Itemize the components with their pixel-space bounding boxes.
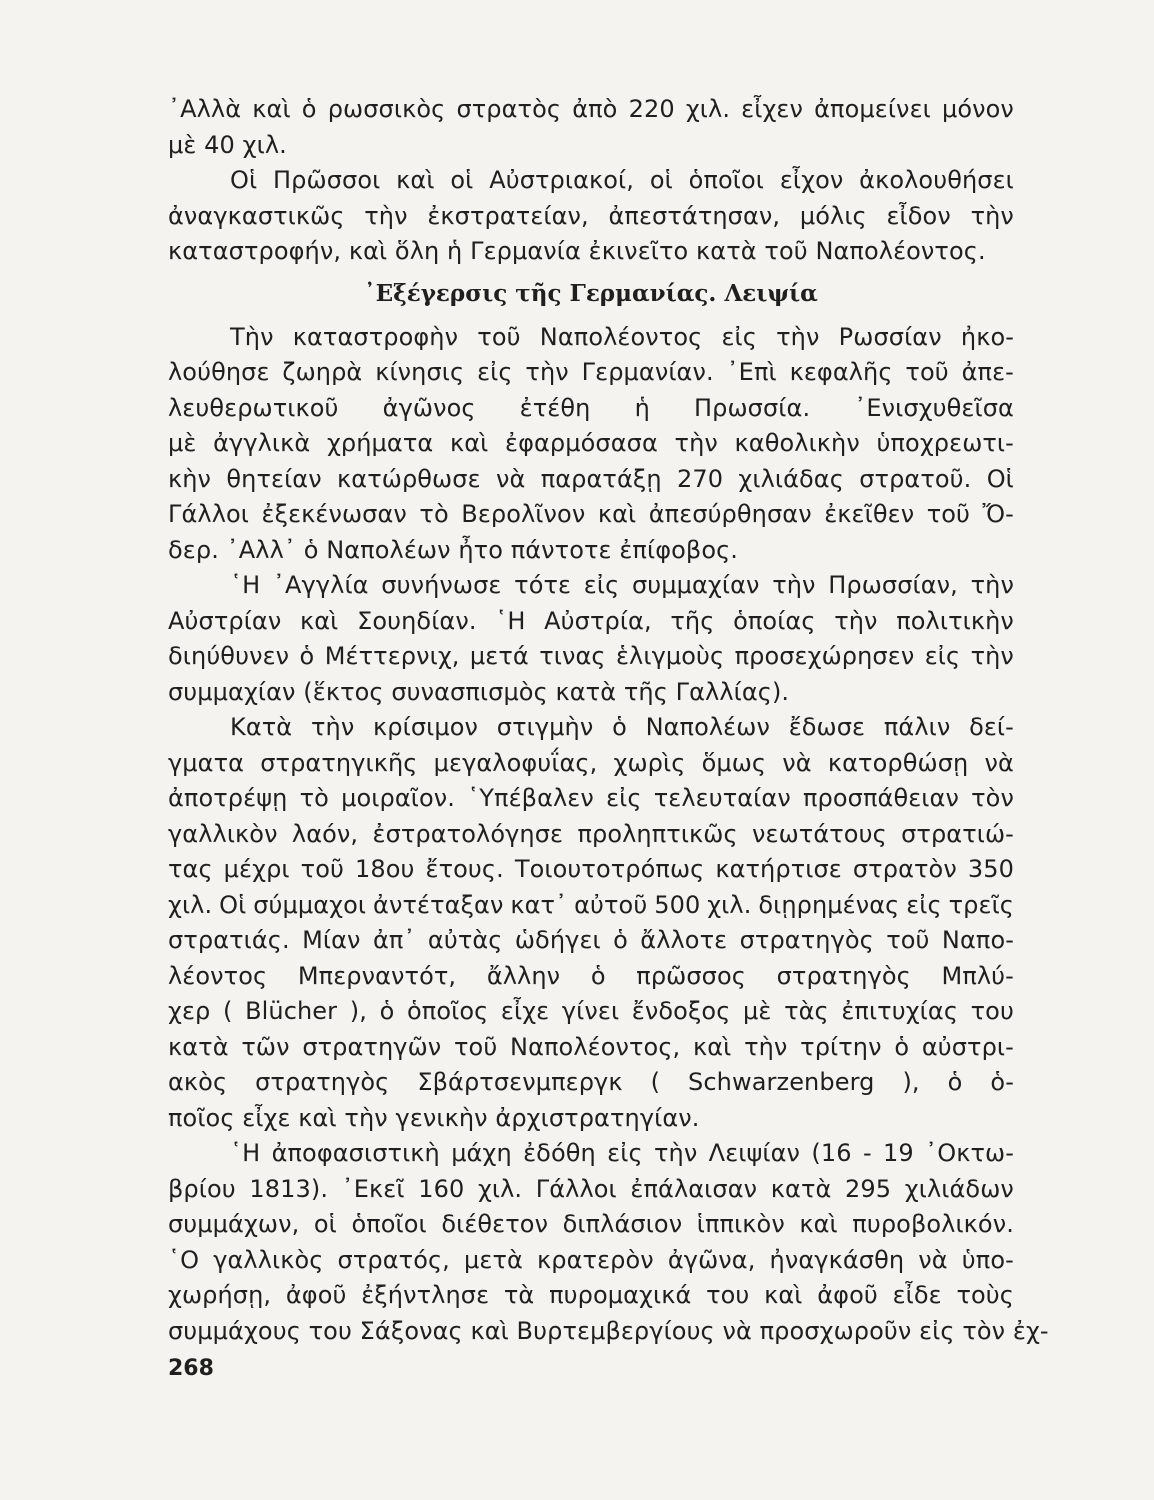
text-line: καταστροφήν, καὶ ὅλη ἡ Γερμανία ἐκινεῖτο κατὰ τοῦ Ναπολέοντος. bbox=[168, 237, 986, 265]
word: Αὐστρίαν bbox=[168, 606, 282, 635]
word: Πρωσσία. bbox=[694, 393, 811, 422]
text-after-heading bbox=[168, 320, 1049, 1350]
word: ὡδήγει bbox=[514, 926, 601, 954]
word: πυροβολικόν. bbox=[852, 1210, 1014, 1238]
word: νεωτάτους bbox=[752, 819, 887, 848]
text-line bbox=[168, 888, 1014, 924]
word: Γερμανίαν. bbox=[581, 358, 714, 386]
word: κατὰ bbox=[770, 1174, 832, 1203]
word: ἔτους. bbox=[425, 855, 504, 883]
word: τὴν bbox=[970, 571, 1014, 599]
word: εἰς bbox=[721, 322, 757, 351]
word: στρατηγὸς bbox=[776, 961, 911, 990]
text-line bbox=[168, 163, 1014, 199]
word: μόνον bbox=[941, 95, 1014, 123]
word: τὸν bbox=[971, 784, 1014, 812]
text-line bbox=[168, 1243, 1014, 1279]
word: Λειψίαν bbox=[708, 1139, 801, 1167]
word: χιλ. bbox=[168, 890, 213, 919]
word: συνήνωσε bbox=[381, 571, 502, 599]
word: ἐκεῖθεν bbox=[824, 500, 915, 528]
word: στρατὸς bbox=[456, 95, 562, 123]
word: ᾿Αγγλία bbox=[272, 571, 369, 599]
text-line bbox=[168, 1030, 1014, 1066]
word: Ναπολέων bbox=[645, 713, 770, 741]
text-line bbox=[168, 1136, 1014, 1172]
word: μοιραῖον. bbox=[341, 784, 456, 812]
word: καὶ bbox=[449, 429, 489, 457]
word: συμμαχίαν bbox=[631, 571, 760, 599]
word: κατήρτισε bbox=[715, 855, 842, 883]
word: γαλλικὸς bbox=[213, 1245, 324, 1274]
word: ( bbox=[222, 997, 233, 1025]
word: ἀποτρέψῃ bbox=[168, 784, 288, 812]
word: τὴν bbox=[674, 429, 718, 457]
word: ἀπεσύρθησαν bbox=[648, 500, 812, 528]
word: ᾿Επὶ bbox=[726, 358, 777, 386]
text-line: συμμάχους του Σάξονας καὶ Βυρτεμβεργίους νὰ προσχωροῦν εἰς τὸν ἐχ- bbox=[168, 1316, 1049, 1345]
word: 1813). bbox=[249, 1174, 329, 1203]
word: ἡ bbox=[634, 393, 650, 422]
word: τρεῖς bbox=[948, 890, 1014, 919]
word: προληπτικῶς bbox=[577, 819, 738, 848]
word: λούθησε bbox=[168, 358, 270, 386]
word: τοῦ bbox=[926, 500, 971, 528]
paragraph bbox=[168, 1136, 1049, 1349]
word: ἀποφασιστικὴ bbox=[271, 1139, 440, 1167]
text-line bbox=[168, 781, 1014, 817]
word: ακὸς bbox=[168, 1068, 228, 1096]
word: ἀπεστάτησαν, bbox=[608, 201, 781, 230]
word: πολιτικὴν bbox=[896, 606, 1014, 635]
word: εἶδον bbox=[886, 201, 951, 230]
word: τὴν bbox=[970, 642, 1014, 670]
word: Τοιουτοτρόπως bbox=[514, 855, 705, 883]
word: τότε bbox=[514, 571, 572, 599]
word: ὁποίας bbox=[733, 606, 816, 635]
word: Αὐστριακοί, bbox=[489, 166, 635, 194]
word: Ναπο- bbox=[941, 926, 1014, 954]
word: ὁ bbox=[612, 713, 627, 741]
word: 270 bbox=[676, 464, 724, 493]
word: 295 bbox=[845, 1174, 892, 1203]
text-line: μὲ 40 χιλ. bbox=[168, 130, 287, 159]
word: τὰς bbox=[784, 997, 829, 1025]
word: μετά bbox=[469, 642, 529, 670]
word: ἀπ᾿ bbox=[372, 926, 416, 954]
word: ἀφοῦ bbox=[817, 1281, 878, 1309]
word: Ναπολέοντος, bbox=[510, 1032, 681, 1061]
word: εἰς bbox=[606, 784, 642, 812]
word: καὶ bbox=[692, 1032, 732, 1061]
word: διέθετον bbox=[441, 1210, 549, 1238]
word: μετὰ bbox=[464, 1245, 523, 1274]
word: τρίτην bbox=[800, 1032, 882, 1061]
word: ἠναγκάσθη bbox=[769, 1245, 905, 1274]
word: οἱ bbox=[313, 1210, 337, 1238]
word: τοῦ bbox=[454, 1032, 498, 1061]
word: ἄλλην bbox=[486, 961, 561, 990]
paragraph bbox=[168, 92, 1014, 163]
word: στρατιάς. bbox=[168, 926, 290, 954]
text-line bbox=[168, 199, 1014, 235]
word: προσπάθειαν bbox=[803, 784, 959, 812]
word: Πρῶσσοι bbox=[273, 166, 381, 194]
paragraph bbox=[168, 163, 1014, 270]
text-line bbox=[168, 391, 1014, 427]
word: ῾Η bbox=[230, 571, 261, 599]
word: εἰς bbox=[924, 642, 961, 670]
word: τὸ bbox=[299, 784, 329, 812]
word: ἀντέταξαν bbox=[373, 890, 504, 919]
text-line bbox=[168, 817, 1014, 853]
text-line bbox=[168, 355, 1014, 391]
text-line bbox=[168, 568, 1014, 604]
word: νὰ bbox=[782, 748, 812, 777]
word: ἐξεκένωσαν bbox=[261, 500, 407, 528]
word: Κατὰ bbox=[230, 713, 293, 741]
word: ), bbox=[349, 997, 367, 1025]
word: Σβάρτσενμπεργκ bbox=[417, 1068, 623, 1096]
word: μεγαλοφυΐας, bbox=[433, 748, 598, 777]
word: ῾Η bbox=[495, 606, 526, 635]
text-block bbox=[168, 92, 1049, 1349]
word: ἔνδοξος bbox=[631, 997, 731, 1025]
word: τοῦ bbox=[477, 322, 521, 351]
word: ὁποῖοι bbox=[351, 1210, 427, 1238]
word: κατορθώσῃ bbox=[827, 748, 969, 777]
word: πρῶσσος bbox=[636, 961, 746, 990]
paragraph bbox=[168, 320, 1014, 569]
text-line bbox=[168, 426, 1014, 462]
word: τὴν bbox=[776, 322, 820, 351]
word: προσεχώρησεν bbox=[734, 642, 915, 670]
word: χρήματα bbox=[326, 429, 434, 457]
word: εἶχον bbox=[779, 166, 844, 194]
word: ῾Ο bbox=[168, 1245, 200, 1274]
word: ὁ bbox=[590, 961, 606, 990]
word: τῆς bbox=[670, 606, 715, 635]
word: Ρωσσίαν bbox=[838, 322, 942, 351]
word: καὶ bbox=[252, 95, 291, 123]
word: ἐτέθη bbox=[519, 393, 591, 422]
word: κρίσιμον bbox=[373, 713, 479, 741]
word: διῃρημένας bbox=[758, 890, 900, 919]
word: 500 bbox=[654, 890, 701, 919]
word: καὶ bbox=[396, 166, 435, 194]
word: τοῦ bbox=[886, 926, 930, 954]
text-line bbox=[168, 923, 1014, 959]
word: χιλιάδων bbox=[904, 1174, 1014, 1203]
word: πυρομαχικά bbox=[549, 1281, 692, 1309]
word: τῶν bbox=[241, 1032, 290, 1061]
word: στρατηγικῆς bbox=[260, 748, 418, 777]
word: σύμμαχοι bbox=[253, 890, 367, 919]
word: νὰ bbox=[495, 464, 526, 493]
word: του bbox=[970, 997, 1014, 1025]
word: Οἱ bbox=[219, 890, 247, 919]
word: ἐφαρμόσασα bbox=[505, 429, 658, 457]
word: Τὴν bbox=[230, 322, 274, 351]
word: εἰς bbox=[477, 358, 513, 386]
word: τας bbox=[168, 855, 213, 883]
page-number: 268 bbox=[168, 1356, 214, 1381]
word: τὸ bbox=[419, 500, 449, 528]
word: ᾿Εκεῖ bbox=[341, 1174, 405, 1203]
word: καὶ bbox=[300, 606, 339, 635]
word: τινας bbox=[539, 642, 606, 670]
word: γαλλικὸν bbox=[168, 819, 278, 848]
word: καθολικὴν bbox=[734, 429, 860, 457]
word: πάλιν bbox=[883, 713, 951, 741]
word: συμμάχων, bbox=[168, 1210, 300, 1238]
word: οἱ bbox=[450, 166, 474, 194]
word: Ὄ- bbox=[982, 500, 1014, 528]
word: καὶ bbox=[764, 1281, 803, 1309]
text-line bbox=[168, 639, 1014, 675]
word: ὁ bbox=[299, 642, 315, 670]
word: θητείαν bbox=[226, 464, 322, 493]
word: ἀπὸ bbox=[572, 95, 618, 123]
word: τελευταίαν bbox=[653, 784, 791, 812]
word: γίνει bbox=[561, 997, 620, 1025]
word: Οἱ bbox=[230, 166, 258, 194]
word: ἐπιτυχίας bbox=[841, 997, 959, 1025]
word: μάχη bbox=[451, 1139, 512, 1167]
word: Blücher bbox=[245, 997, 338, 1025]
text-line bbox=[168, 320, 1014, 356]
text-line bbox=[168, 852, 1014, 888]
word: χερ bbox=[168, 997, 211, 1025]
word: τὴν bbox=[310, 713, 355, 741]
word: Βερολῖνον bbox=[461, 500, 586, 528]
word: τοὺς bbox=[956, 1281, 1014, 1309]
word: ὑποχρεωτι- bbox=[876, 429, 1014, 457]
word: ἀγγλικὰ bbox=[213, 429, 311, 457]
word: 350 bbox=[967, 855, 1014, 883]
word: εἰς bbox=[583, 571, 620, 599]
word: κὴν bbox=[168, 464, 212, 493]
word: στρατηγῶν bbox=[302, 1032, 442, 1061]
word: χωρήσῃ, bbox=[168, 1281, 272, 1309]
word: ὁ bbox=[947, 1068, 963, 1096]
word: νὰ bbox=[984, 748, 1014, 777]
word: χιλ. bbox=[707, 890, 752, 919]
word: ἠκο- bbox=[960, 322, 1014, 351]
word: οἱ bbox=[649, 166, 673, 194]
word: ζωηρὰ bbox=[282, 358, 363, 386]
word: μόλις bbox=[799, 201, 867, 230]
word: ᾿Αλλὰ bbox=[168, 95, 242, 123]
text-line bbox=[168, 1065, 1014, 1101]
section-heading: ᾿Εξέγερσις τῆς Γερμανίας. Λειψία bbox=[364, 279, 818, 307]
text-line bbox=[168, 604, 1014, 640]
word: ἐστρατολόγησε bbox=[372, 819, 564, 848]
word: τὴν bbox=[970, 201, 1014, 230]
word: τὴν bbox=[525, 358, 569, 386]
word: κεφαλῆς bbox=[789, 358, 893, 386]
word: στρατιώ- bbox=[901, 819, 1014, 848]
word: καὶ bbox=[597, 500, 637, 528]
word: παρατάξῃ bbox=[540, 464, 662, 493]
word: ὁ bbox=[613, 926, 628, 954]
word: λαόν, bbox=[291, 819, 359, 848]
text-line bbox=[168, 959, 1014, 995]
word: ῾Υπέβαλεν bbox=[467, 784, 594, 812]
word: ὁ- bbox=[990, 1068, 1014, 1096]
word: 220 bbox=[628, 95, 675, 123]
word: αὐστρι- bbox=[921, 1032, 1014, 1061]
word: ᾿Οκτω- bbox=[925, 1139, 1014, 1167]
word: τὰ bbox=[503, 1281, 535, 1309]
word: ), bbox=[902, 1068, 920, 1096]
word: Μίαν bbox=[302, 926, 361, 954]
word: τοῦ bbox=[300, 855, 344, 883]
word: κατὰ bbox=[168, 1032, 229, 1061]
word: ᾿Ενισχυθεῖσα bbox=[854, 393, 1014, 422]
word: χιλ. bbox=[477, 1174, 523, 1203]
word: Πρωσσίαν, bbox=[828, 571, 958, 599]
word: γματα bbox=[168, 748, 245, 777]
word: ἐδόθη bbox=[523, 1139, 596, 1167]
text-line bbox=[168, 92, 1014, 128]
text-line bbox=[168, 1172, 1014, 1208]
word: Αὐστρία, bbox=[544, 606, 652, 635]
word: εἶδε bbox=[892, 1281, 942, 1309]
text-line bbox=[168, 710, 1014, 746]
word: 19 bbox=[883, 1139, 914, 1167]
word: ἔδωσε bbox=[788, 713, 866, 741]
word: ἀγῶνος bbox=[382, 393, 476, 422]
word: ἀγῶνα, bbox=[667, 1245, 756, 1274]
word: αὐτοῦ bbox=[574, 890, 648, 919]
text-before-heading bbox=[168, 92, 1014, 270]
word: μέχρι bbox=[223, 855, 290, 883]
word: διπλάσιον bbox=[562, 1210, 683, 1238]
text-line bbox=[168, 497, 1014, 533]
word: κρατερὸν bbox=[537, 1245, 654, 1274]
word: ἄλλοτε bbox=[640, 926, 728, 954]
text-line bbox=[168, 746, 1014, 782]
word: στρατὸν bbox=[852, 855, 957, 883]
text-line: συμμαχίαν (ἕκτος συνασπισμὸς κατὰ τῆς Γαλλίας). bbox=[168, 677, 790, 706]
word: του bbox=[706, 1281, 750, 1309]
word: εἰς bbox=[607, 1139, 643, 1167]
word: τὴν bbox=[834, 606, 878, 635]
word: ἀκολουθήσει bbox=[859, 166, 1014, 194]
text-line: δερ. ᾿Αλλ᾿ ὁ Ναπολέων ἦτο πάντοτε ἐπίφοβος. bbox=[168, 535, 739, 564]
word: - bbox=[862, 1139, 872, 1167]
word: χιλ. bbox=[685, 95, 731, 123]
word: καταστροφὴν bbox=[292, 322, 459, 351]
word: ἀπομείνει bbox=[814, 95, 931, 123]
word: Schwarzenberg bbox=[688, 1068, 875, 1096]
word: Μέττερνιχ, bbox=[324, 642, 460, 670]
word: (16 bbox=[811, 1139, 852, 1167]
word: τὴν bbox=[744, 1032, 788, 1061]
word: ρωσσικὸς bbox=[327, 95, 446, 123]
text-line: ποῖος εἶχε καὶ τὴν γενικὴν ἀρχιστρατηγίαν. bbox=[168, 1103, 700, 1132]
word: ὅμως bbox=[701, 748, 767, 777]
word: ὑπο- bbox=[961, 1245, 1014, 1274]
word: νὰ bbox=[918, 1245, 948, 1274]
word: χιλιάδας bbox=[738, 464, 844, 493]
paragraph bbox=[168, 710, 1014, 1136]
text-line bbox=[168, 462, 1014, 498]
word: Γάλλοι bbox=[535, 1174, 617, 1203]
word: Σουηδίαν. bbox=[357, 606, 477, 635]
word: λευθερωτικοῦ bbox=[168, 393, 339, 422]
word: στρατηγὸς bbox=[255, 1068, 390, 1096]
word: στρατοῦ. bbox=[859, 464, 972, 493]
word: βρίου bbox=[168, 1174, 236, 1203]
word: αὐτὰς bbox=[427, 926, 503, 954]
word: 160 bbox=[418, 1174, 465, 1203]
word: ἀναγκαστικῶς bbox=[168, 201, 345, 230]
word: κίνησις bbox=[375, 358, 465, 386]
word: μὲ bbox=[168, 429, 197, 457]
word: ὁ bbox=[379, 997, 395, 1025]
word: ( bbox=[650, 1068, 661, 1096]
word: ἐκστρατείαν, bbox=[427, 201, 589, 230]
word: εἶχεν bbox=[741, 95, 804, 123]
word: δεί- bbox=[969, 713, 1014, 741]
word: τὴν bbox=[653, 1139, 698, 1167]
word: Οἱ bbox=[986, 464, 1014, 493]
word: ἀφοῦ bbox=[285, 1281, 347, 1309]
text-line bbox=[168, 1207, 1014, 1243]
word: Γάλλοι bbox=[168, 500, 250, 528]
word: τοῦ bbox=[905, 358, 949, 386]
word: Μπερναντότ, bbox=[297, 961, 457, 990]
text-line bbox=[168, 1278, 1014, 1314]
word: ἐπάλαισαν bbox=[630, 1174, 758, 1203]
word: χωρὶς bbox=[613, 748, 686, 777]
word: ἱππικὸν bbox=[696, 1210, 785, 1238]
word: τὴν bbox=[364, 201, 408, 230]
word: εἶχε bbox=[500, 997, 550, 1025]
text-line bbox=[168, 994, 1014, 1030]
word: ὁ bbox=[894, 1032, 910, 1061]
word: στρατηγὸς bbox=[739, 926, 874, 954]
word: λέοντος bbox=[168, 961, 268, 990]
word: ὁποῖοι bbox=[688, 166, 764, 194]
word: Ναπολέοντος bbox=[539, 322, 703, 351]
word: ὁποῖος bbox=[406, 997, 489, 1025]
word: Μπλύ- bbox=[941, 961, 1014, 990]
paragraph bbox=[168, 568, 1014, 710]
word: ἀπε- bbox=[961, 358, 1014, 386]
word: στρατός, bbox=[337, 1245, 450, 1274]
word: ἑλιγμοὺς bbox=[615, 642, 725, 670]
word: διηύθυνεν bbox=[168, 642, 290, 670]
word: κατώρθωσε bbox=[337, 464, 481, 493]
word: ἐξήντλησε bbox=[361, 1281, 490, 1309]
word: ῾Η bbox=[230, 1139, 261, 1167]
word: τὴν bbox=[772, 571, 816, 599]
word: κατ᾿ bbox=[510, 890, 568, 919]
word: ὁ bbox=[301, 95, 317, 123]
word: μὲ bbox=[743, 997, 772, 1025]
word: 18ου bbox=[355, 855, 415, 883]
word: εἰς bbox=[906, 890, 942, 919]
word: στιγμὴν bbox=[496, 713, 594, 741]
word: καὶ bbox=[799, 1210, 838, 1238]
